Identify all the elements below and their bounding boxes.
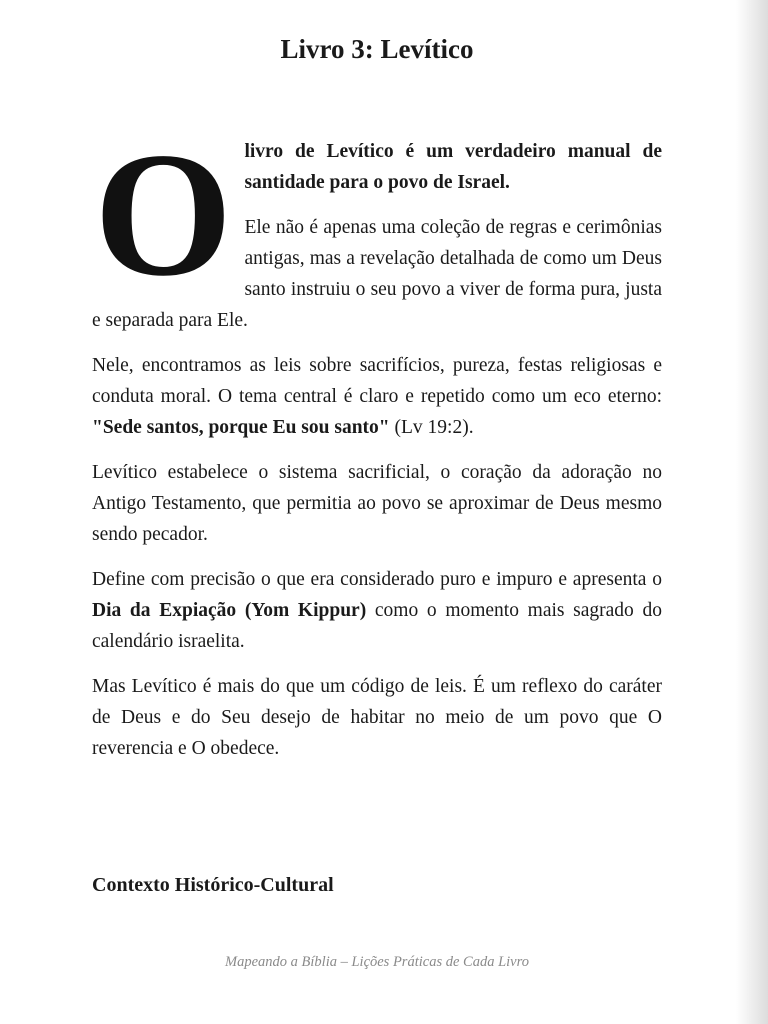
page-footer: Mapeando a Bíblia – Lições Práticas de Cada Livro [225, 954, 529, 970]
intro-lead-text: livro de Levítico é um verdadeiro manual de santidade para o povo de Israel. [244, 141, 662, 193]
section-heading: Contexto Histórico-Cultural [92, 874, 334, 896]
paragraph-2: Ele não é apenas uma coleção de regras e cerimônias antigas, mas a revelação detalhada de como um Deus santo instruiu o seu povo a viver de forma pura, justa e separada para Ele. [92, 217, 662, 331]
paragraph-5-end: como o momento mais sagrado do calendário israelita. [92, 600, 662, 652]
yom-kippur-term: Dia da Expiação (Yom Kippur) [92, 600, 367, 621]
paragraph-3-start: Nele, encontramos as leis sobre sacrifícios, pureza, festas religiosas e conduta moral. O tema central é claro e repetido como um eco eterno: [92, 355, 662, 407]
drop-cap: O [94, 115, 233, 313]
page-edge-shadow [736, 0, 768, 1024]
key-verse-quote: "Sede santos, porque Eu sou santo" [92, 417, 390, 438]
chapter-title: Livro 3: Levítico [280, 34, 474, 64]
verse-reference: (Lv 19:2). [389, 417, 474, 438]
paragraph-3 [92, 350, 662, 443]
paragraph-5 [92, 564, 662, 657]
paragraph-6: Mas Levítico é mais do que um código de leis. É um reflexo do caráter de Deus e do Seu desejo de habitar no meio de um povo que O reverencia e O obedece. [92, 676, 662, 759]
chapter-body [92, 115, 662, 778]
paragraph-4: Levítico estabelece o sistema sacrificial, o coração da adoração no Antigo Testamento, que permitia ao povo se aproximar de Deus mesmo sendo pecador. [92, 462, 662, 545]
paragraph-5-start: Define com precisão o que era considerado puro e impuro e apresenta o [92, 569, 662, 590]
